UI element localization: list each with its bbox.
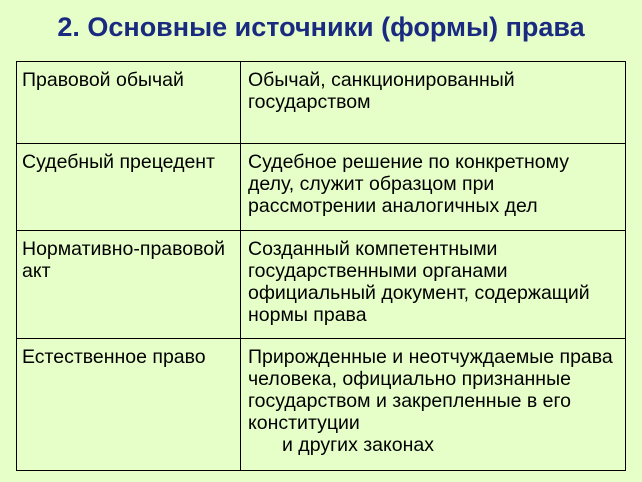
term-cell: Правовой обычай (17, 62, 241, 144)
definition-cell: Созданный компетентными государственными органами официальный документ, содержащий нормы права (241, 231, 626, 339)
sources-of-law-table (16, 61, 626, 471)
definition-text: Прирожденные и неотчуждаемые права человека, официально признанные государством и закрепленные в его конституции (248, 346, 613, 434)
term-cell: Судебный прецедент (17, 144, 241, 231)
table-row (17, 339, 626, 471)
table-row (17, 62, 626, 144)
table-row (17, 144, 626, 231)
definition-text-continuation: и других законах (282, 434, 434, 456)
table-row (17, 231, 626, 339)
term-cell: Нормативно-правовой акт (17, 231, 241, 339)
definition-cell: Судебное решение по конкретному делу, служит образцом при рассмотрении аналогичных дел (241, 144, 626, 231)
definition-cell (241, 339, 626, 471)
definition-cell: Обычай, санкционированный государством (241, 62, 626, 144)
term-cell: Естественное право (17, 339, 241, 471)
page-title: 2. Основные источники (формы) права (57, 12, 585, 42)
